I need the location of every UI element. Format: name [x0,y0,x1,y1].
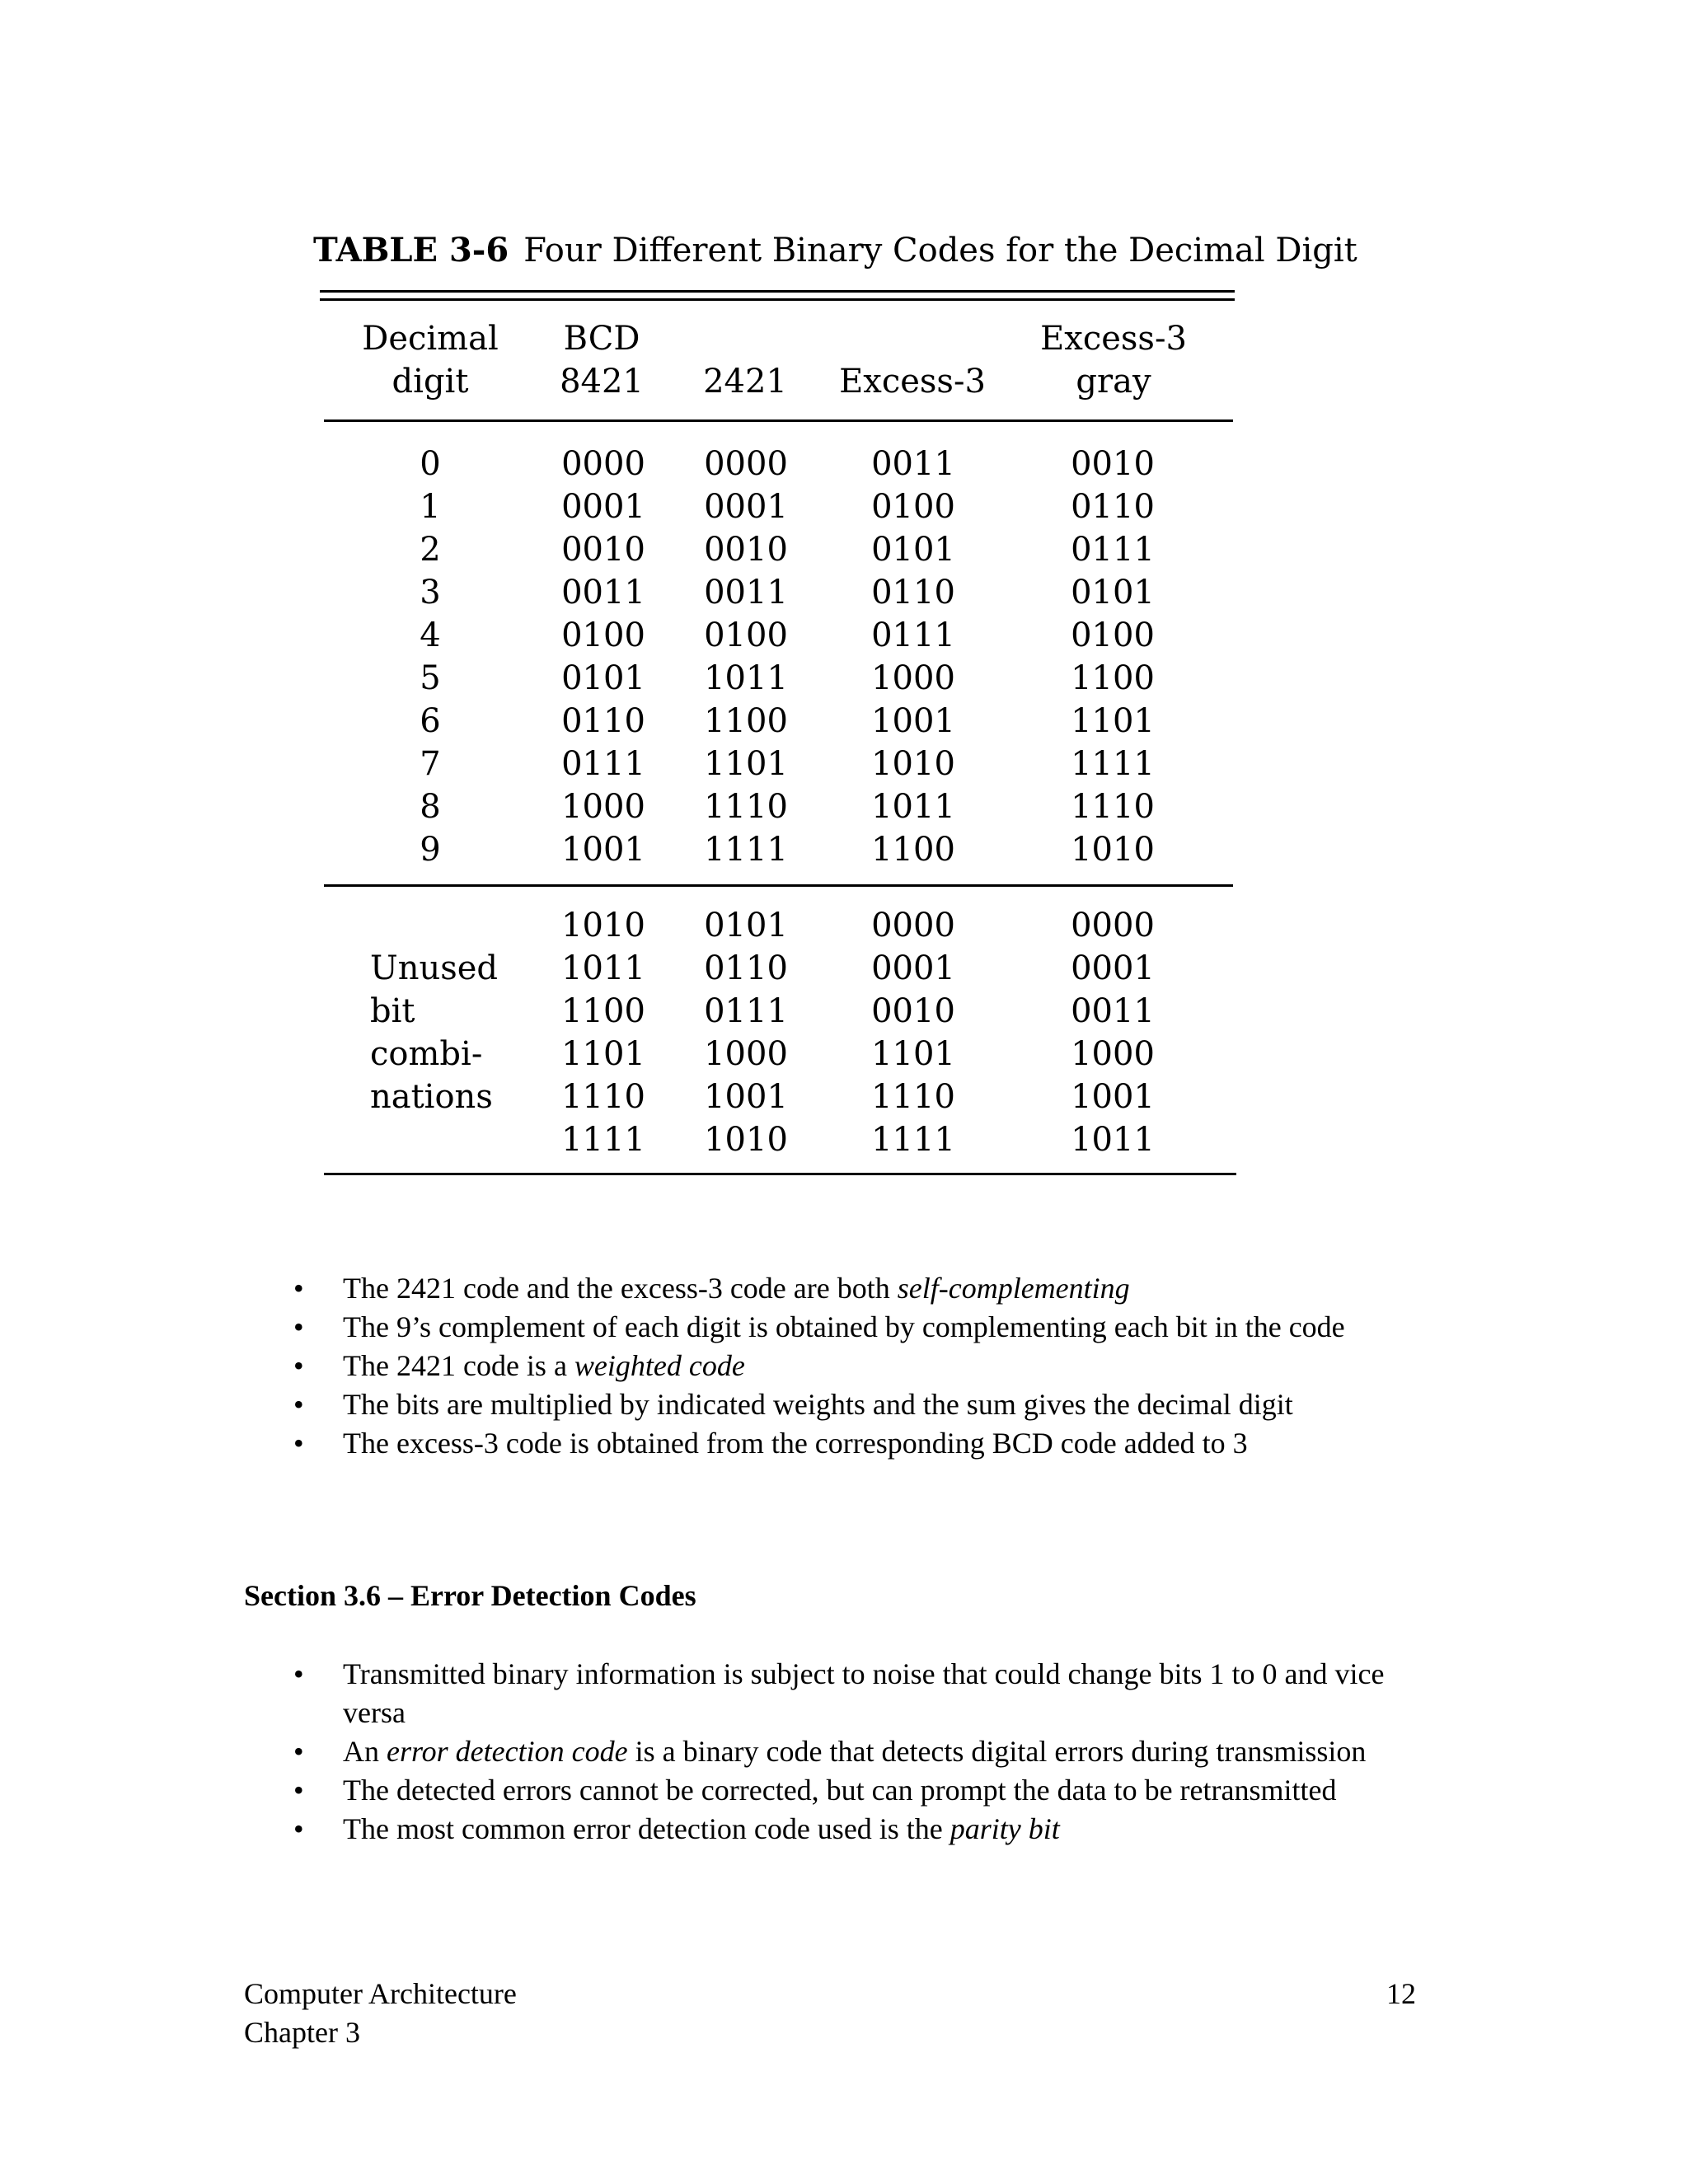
table-caption: Four Different Binary Codes for the Decimal Digit [523,232,1357,269]
bcd-cell: 1010 [561,907,645,944]
header-bcd: BCD 8421 [560,320,644,401]
footer-course-info [244,1975,517,2052]
unused-gray-column [1071,904,1155,1161]
code-2421-cell: 0110 [704,949,788,987]
bcd-cell: 0011 [561,574,645,612]
gray-cell: 1011 [1071,1121,1155,1159]
digit-cell: 1 [420,488,441,526]
header-rule [324,419,1233,422]
list-item: • The detected errors cannot be corrected, but can prompt the data to be retransmitted [288,1771,1409,1810]
digit-cell: 0 [420,445,441,483]
digit-cell: 2 [420,531,441,569]
list-item: • The 2421 code is a weighted code [288,1347,1426,1385]
digit-cell: 4 [420,616,441,654]
excess3-cell: 1000 [871,659,955,697]
excess3-cell: 1100 [871,831,955,869]
digit-cell: 5 [420,659,441,697]
digit-cell: 8 [420,788,441,826]
gray-cell: 1001 [1071,1078,1155,1116]
bcd-cell: 1101 [561,1035,645,1073]
gray-cell: 1010 [1071,831,1155,869]
bcd-cell: 0100 [561,616,645,654]
digit-cell: 3 [420,574,441,612]
gray-cell: 1111 [1071,745,1155,783]
excess3-cell: 0100 [871,488,955,526]
unused-section-rule [324,884,1233,887]
gray-cell: 1000 [1071,1035,1155,1073]
gray-cell: 0100 [1071,616,1155,654]
bcd-cell: 1001 [561,831,645,869]
gray-cell: 0101 [1071,574,1155,612]
unused-label: Unused bit combi- nations [370,949,499,1116]
gray-cell: 0010 [1071,445,1155,483]
header-excess3: Excess-3 [839,363,986,401]
code-2421-cell: 1001 [704,1078,788,1116]
bcd-cell: 1011 [561,949,645,987]
excess3-cell: 1001 [871,702,955,740]
excess3-cell: 0101 [871,531,955,569]
code-2421-cell: 0111 [704,992,788,1030]
code-2421-cell: 0101 [704,907,788,944]
excess3-cell: 0111 [871,616,955,654]
unused-excess3-column [871,904,955,1161]
header-excess3-gray: Excess-3 gray [1040,320,1187,401]
list-item: • The excess-3 code is obtained from the corresponding BCD code added to 3 [288,1424,1426,1463]
excess3-cell: 1101 [871,1035,955,1073]
list-item: • The bits are multiplied by indicated weights and the sum gives the decimal digit [288,1385,1426,1424]
gray-cell: 0011 [1071,992,1155,1030]
code-2421-cell: 0010 [704,531,788,569]
code-2421-cell: 1100 [704,702,788,740]
excess3-cell: 0001 [871,949,955,987]
page-number: 12 [1386,1977,1416,2010]
excess3-cell: 1011 [871,788,955,826]
digit-cell: 7 [420,745,441,783]
list-item: • An error detection code is a binary code that detects digital errors during transmission [288,1732,1409,1771]
digit-cell: 9 [420,831,441,869]
bcd-cell: 1000 [561,788,645,826]
excess3-cell: 1010 [871,745,955,783]
code-2421-cell: 1000 [704,1035,788,1073]
code-2421-cell: 0000 [704,445,788,483]
digit-cell: 6 [420,702,441,740]
code-2421-cell: 0100 [704,616,788,654]
bcd-cell: 1110 [561,1078,645,1116]
bcd-cell: 1100 [561,992,645,1030]
header-decimal: Decimal digit [362,320,499,401]
bcd-cell: 1111 [561,1121,645,1159]
gray-cell: 0111 [1071,531,1155,569]
gray-cell: 0001 [1071,949,1155,987]
excess3-cell: 0011 [871,445,955,483]
excess3-cell: 1110 [871,1078,955,1116]
unused-2421-column [704,904,788,1161]
excess3-gray-column [1071,443,1155,871]
gray-cell: 1100 [1071,659,1155,697]
code-2421-cell: 1110 [704,788,788,826]
bcd-column [561,443,645,871]
code-2421-cell: 1101 [704,745,788,783]
excess3-cell: 0000 [871,907,955,944]
list-item: • The most common error detection code used is the parity bit [288,1810,1409,1849]
code-2421-cell: 0011 [704,574,788,612]
list-item: • Transmitted binary information is subject to noise that could change bits 1 to 0 and vice versa [288,1655,1409,1732]
list-item: • The 9’s complement of each digit is obtained by complementing each bit in the code [288,1308,1426,1347]
bcd-cell: 0101 [561,659,645,697]
excess3-column [871,443,955,871]
code-2421-cell: 0001 [704,488,788,526]
excess3-cell: 0010 [871,992,955,1030]
code-2421-cell: 1011 [704,659,788,697]
list-item: • The 2421 code and the excess-3 code are both self-complementing [288,1269,1426,1308]
bcd-cell: 0110 [561,702,645,740]
table-title [313,231,1357,269]
gray-cell: 0110 [1071,488,1155,526]
code-2421-cell: 1010 [704,1121,788,1159]
code-properties-list [288,1269,1426,1463]
section-heading: Section 3.6 – Error Detection Codes [244,1579,696,1612]
code-2421-column [704,443,788,871]
code-2421-cell: 1111 [704,831,788,869]
unused-bcd-column [561,904,645,1161]
table-label: TABLE 3-6 [313,231,509,269]
bcd-cell: 0000 [561,445,645,483]
table-top-rule [320,290,1235,293]
bcd-cell: 0010 [561,531,645,569]
error-detection-list [288,1655,1409,1849]
footer-course: Computer Architecture [244,1977,517,2010]
header-2421: 2421 [703,363,787,401]
bcd-cell: 0001 [561,488,645,526]
bcd-cell: 0111 [561,745,645,783]
gray-cell: 1110 [1071,788,1155,826]
table-top-rule-2 [320,298,1235,301]
table-bottom-rule [324,1173,1236,1175]
footer-chapter: Chapter 3 [244,2016,360,2049]
excess3-cell: 1111 [871,1121,955,1159]
excess3-cell: 0110 [871,574,955,612]
gray-cell: 1101 [1071,702,1155,740]
decimal-digit-column [420,443,440,871]
gray-cell: 0000 [1071,907,1155,944]
